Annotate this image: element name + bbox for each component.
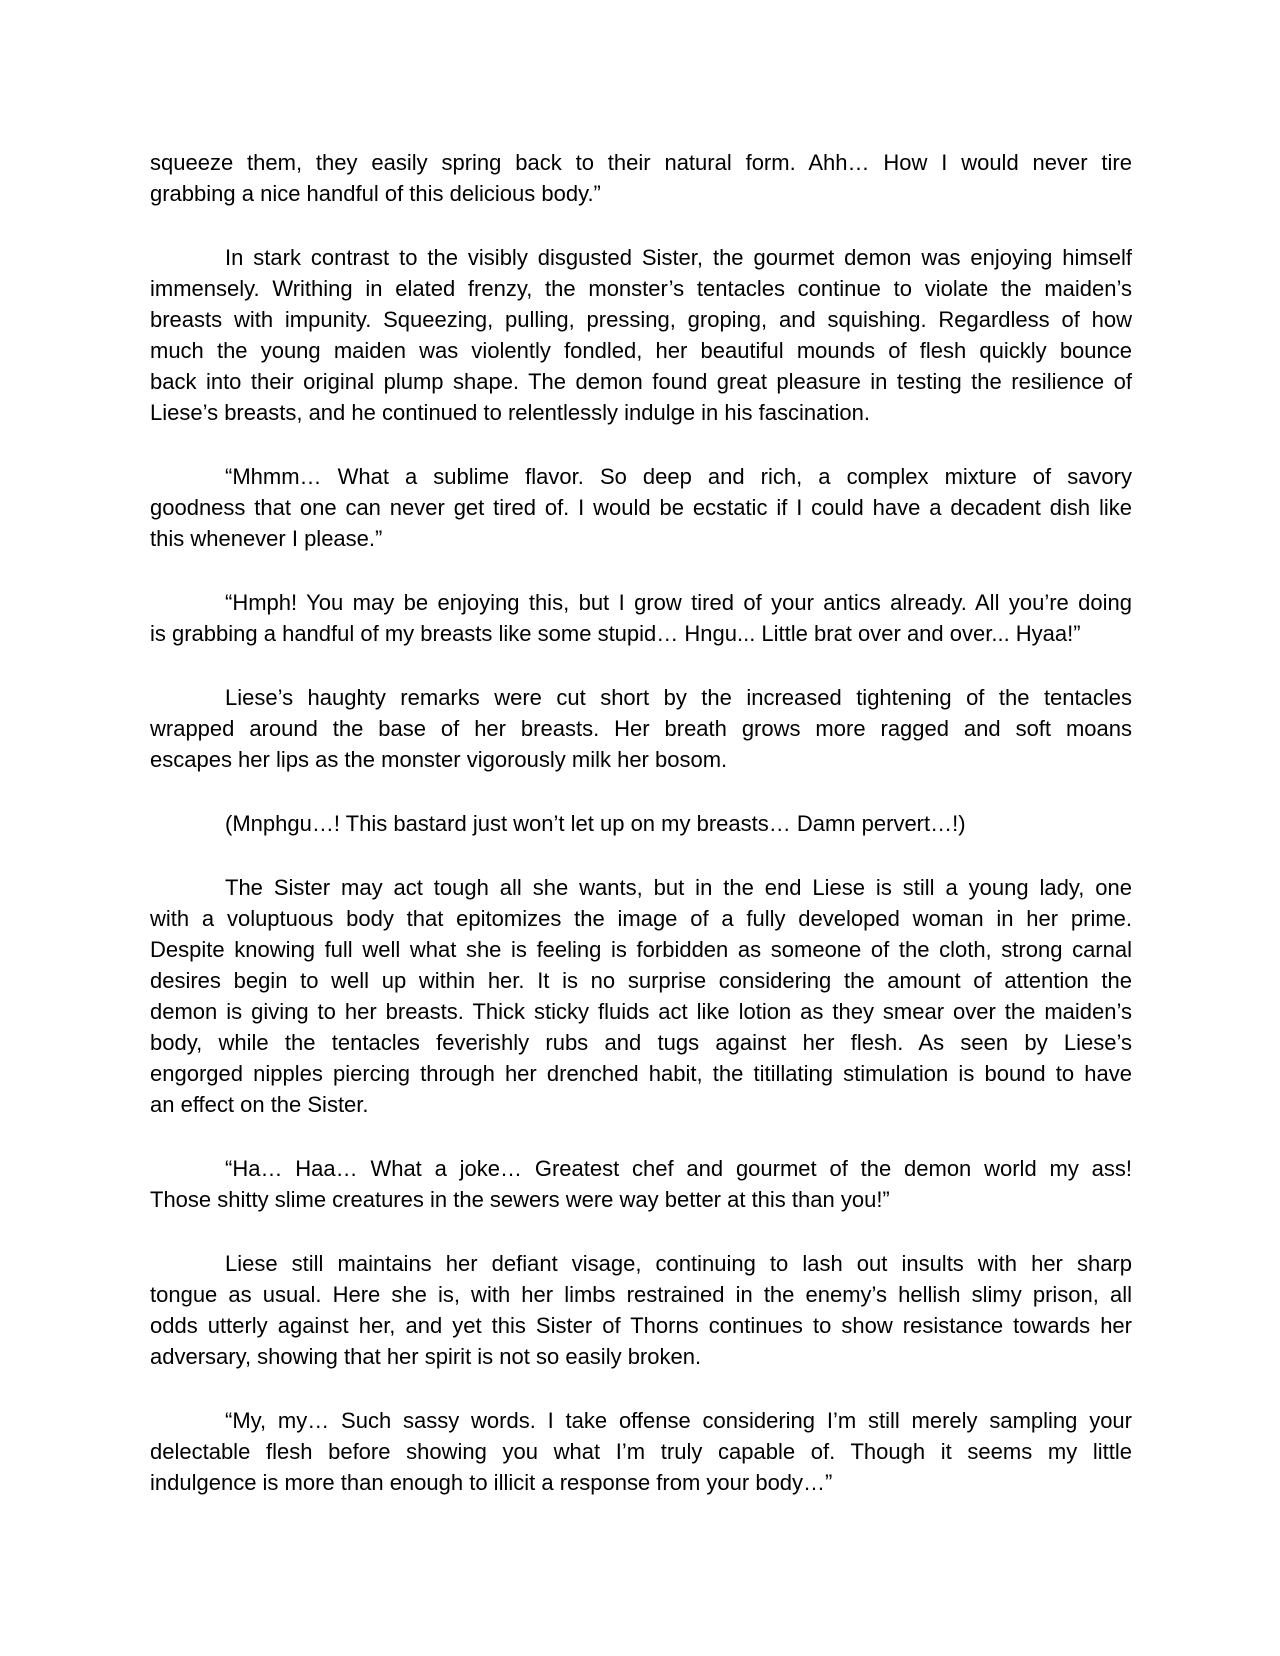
text-line: In stark contrast to the visibly disgusted Sister, the gourmet demon was enjoying himself (225, 245, 1132, 270)
text-line: breasts with impunity. Squeezing, pulling, pressing, groping, and squishing. Regardless of how (150, 307, 1132, 332)
paragraph (150, 1248, 1132, 1372)
text-line: with a voluptuous body that epitomizes the image of a fully developed woman in her prime. (150, 906, 1132, 931)
paragraph (150, 872, 1132, 1120)
text-line: this whenever I please.” (150, 526, 383, 551)
text-line: is grabbing a handful of my breasts like some stupid… Hngu... Little brat over and over... Hyaa!” (150, 621, 1081, 646)
paragraph (150, 587, 1132, 649)
text-line: Liese’s breasts, and he continued to relentlessly indulge in his fascination. (150, 400, 870, 425)
text-line: adversary, showing that her spirit is not so easily broken. (150, 1344, 702, 1369)
paragraph (150, 461, 1132, 554)
text-line: Those shitty slime creatures in the sewers were way better at this than you!” (150, 1187, 890, 1212)
text-line: desires begin to well up within her. It is no surprise considering the amount of attention the (150, 968, 1132, 993)
text-line: an effect on the Sister. (150, 1092, 369, 1117)
text-line: wrapped around the base of her breasts. Her breath grows more ragged and soft moans (150, 716, 1132, 741)
paragraph (150, 1405, 1132, 1498)
text-line: immensely. Writhing in elated frenzy, the monster’s tentacles continue to violate the maiden’s (150, 276, 1132, 301)
text-line: grabbing a nice handful of this delicious body.” (150, 181, 601, 206)
text-line: “My, my… Such sassy words. I take offense considering I’m still merely sampling your (225, 1408, 1132, 1433)
text-line: “Ha… Haa… What a joke… Greatest chef and gourmet of the demon world my ass! (225, 1156, 1132, 1181)
paragraph (150, 147, 1132, 209)
paragraph (150, 808, 1132, 839)
paragraph (150, 242, 1132, 428)
text-line: Despite knowing full well what she is feeling is forbidden as someone of the cloth, strong carnal (150, 937, 1132, 962)
text-line: Liese still maintains her defiant visage, continuing to lash out insults with her sharp (225, 1251, 1132, 1276)
text-line: demon is giving to her breasts. Thick sticky fluids act like lotion as they smear over the maiden’s (150, 999, 1132, 1024)
text-line: body, while the tentacles feverishly rubs and tugs against her flesh. As seen by Liese’s (150, 1030, 1132, 1055)
text-line: goodness that one can never get tired of. I would be ecstatic if I could have a decadent dish like (150, 495, 1132, 520)
paragraph (150, 682, 1132, 775)
text-line: The Sister may act tough all she wants, but in the end Liese is still a young lady, one (225, 875, 1132, 900)
text-line: much the young maiden was violently fondled, her beautiful mounds of flesh quickly bounce (150, 338, 1132, 363)
document-body (150, 147, 1132, 1498)
text-line: Liese’s haughty remarks were cut short by the increased tightening of the tentacles (225, 685, 1132, 710)
text-line: squeeze them, they easily spring back to their natural form. Ahh… How I would never tire (150, 150, 1132, 175)
text-line: tongue as usual. Here she is, with her limbs restrained in the enemy’s hellish slimy prison, all (150, 1282, 1132, 1307)
text-line: escapes her lips as the monster vigorously milk her bosom. (150, 747, 728, 772)
text-line: (Mnphgu…! This bastard just won’t let up on my breasts… Damn pervert…!) (225, 811, 966, 836)
text-line: back into their original plump shape. The demon found great pleasure in testing the resilience of (150, 369, 1132, 394)
text-line: delectable flesh before showing you what I’m truly capable of. Though it seems my little (150, 1439, 1132, 1464)
text-line: indulgence is more than enough to illicit a response from your body…” (150, 1470, 833, 1495)
text-line: engorged nipples piercing through her drenched habit, the titillating stimulation is bound to have (150, 1061, 1132, 1086)
text-line: “Mhmm… What a sublime flavor. So deep and rich, a complex mixture of savory (225, 464, 1132, 489)
paragraph (150, 1153, 1132, 1215)
text-line: “Hmph! You may be enjoying this, but I grow tired of your antics already. All you’re doing (225, 590, 1132, 615)
text-line: odds utterly against her, and yet this Sister of Thorns continues to show resistance towards her (150, 1313, 1132, 1338)
